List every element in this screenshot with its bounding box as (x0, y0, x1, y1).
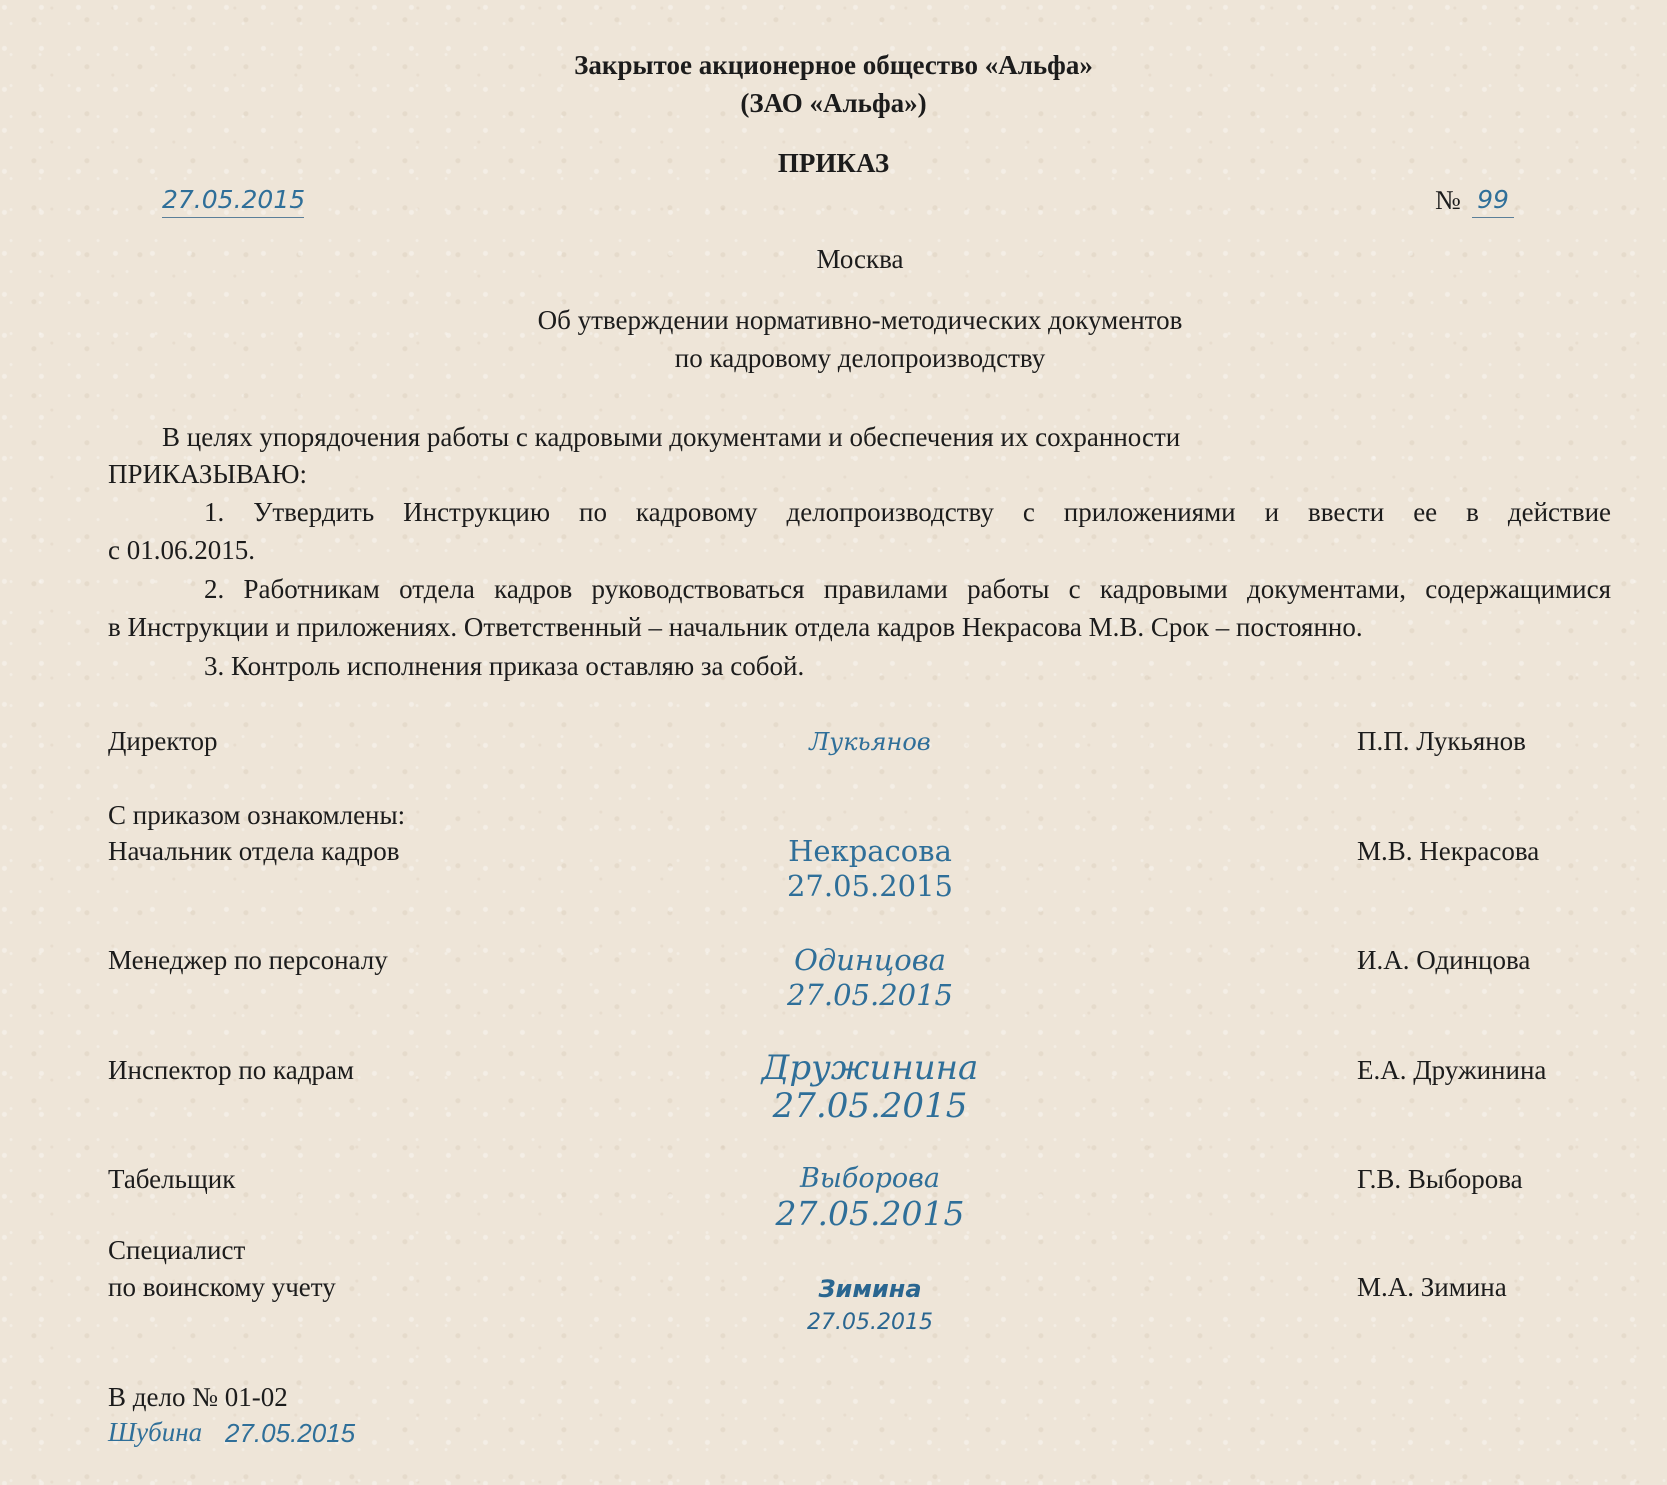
subject-line-2: по кадровому делопроизводству (674, 343, 1046, 373)
body-order: ПРИКАЗЫВАЮ: (108, 459, 307, 489)
body-item-1-line-2: с 01.06.2015. (108, 535, 255, 565)
order-number: 99 (1472, 183, 1514, 218)
body-item-3: 3. Контроль исполнения приказа оставляю за собой. (204, 651, 805, 681)
director-signature: Лукьянов (809, 728, 931, 756)
director-title: Директор (108, 726, 218, 756)
ack-title: Табельщик (108, 1164, 236, 1194)
ack-date: 27.05.2015 (786, 869, 954, 903)
ack-signature: Некрасова (788, 834, 952, 868)
ack-heading: С приказом ознакомлены: (108, 800, 406, 830)
ack-name: Е.А. Дружинина (1357, 1055, 1547, 1085)
number-label: № (1435, 185, 1461, 215)
order-date: 27.05.2015 (162, 183, 304, 218)
ack-title: Инспектор по кадрам (108, 1055, 355, 1085)
body-intro: В целях упорядочения работы с кадровыми документами и обеспечения их сохранности (162, 422, 1181, 452)
file-note-signature: Шубина (108, 1417, 203, 1447)
ack-date: 27.05.2015 (772, 1086, 968, 1126)
subject-line-1: Об утверждении нормативно-методических документов (537, 305, 1183, 335)
ack-date: 27.05.2015 (807, 1310, 933, 1335)
body-item-1-line-1: 1. Утвердить Инструкцию по кадровому делопроизводству с приложениями и ввести ее в действие (204, 497, 1611, 527)
ack-date: 27.05.2015 (786, 978, 954, 1012)
ack-title: Начальник отдела кадров (108, 836, 400, 866)
ack-name: Г.В. Выборова (1357, 1164, 1523, 1194)
file-note-date: 27.05.2015 (225, 1418, 356, 1448)
org-short-name: (ЗАО «Альфа») (740, 88, 927, 118)
body-item-2-line-1: 2. Работникам отдела кадров руководствоваться правилами работы с кадровыми документами, содержащимися (204, 574, 1611, 604)
body-item-2-line-2: в Инструкции и приложениях. Ответственный – начальник отдела кадров Некрасова М.В. Срок – постоянно. (108, 612, 1363, 642)
org-full-name: Закрытое акционерное общество «Альфа» (574, 50, 1093, 80)
ack-signature: Одинцова (794, 943, 946, 977)
ack-title-line-2: по воинскому учету (108, 1272, 336, 1302)
ack-title: Менеджер по персоналу (108, 945, 388, 975)
ack-date: 27.05.2015 (775, 1194, 965, 1233)
ack-name: И.А. Одинцова (1357, 945, 1531, 975)
ack-signature: Выборова (800, 1163, 940, 1194)
file-note: В дело № 01-02 (108, 1382, 288, 1412)
city: Москва (816, 244, 904, 274)
ack-name: М.А. Зимина (1357, 1272, 1507, 1302)
director-name: П.П. Лукьянов (1357, 726, 1526, 756)
ack-signature: Дружинина (761, 1048, 979, 1088)
doc-type: ПРИКАЗ (777, 148, 890, 178)
ack-name: М.В. Некрасова (1357, 836, 1540, 866)
ack-signature: Зимина (818, 1275, 922, 1303)
ack-title-line-1: Специалист (108, 1235, 246, 1265)
